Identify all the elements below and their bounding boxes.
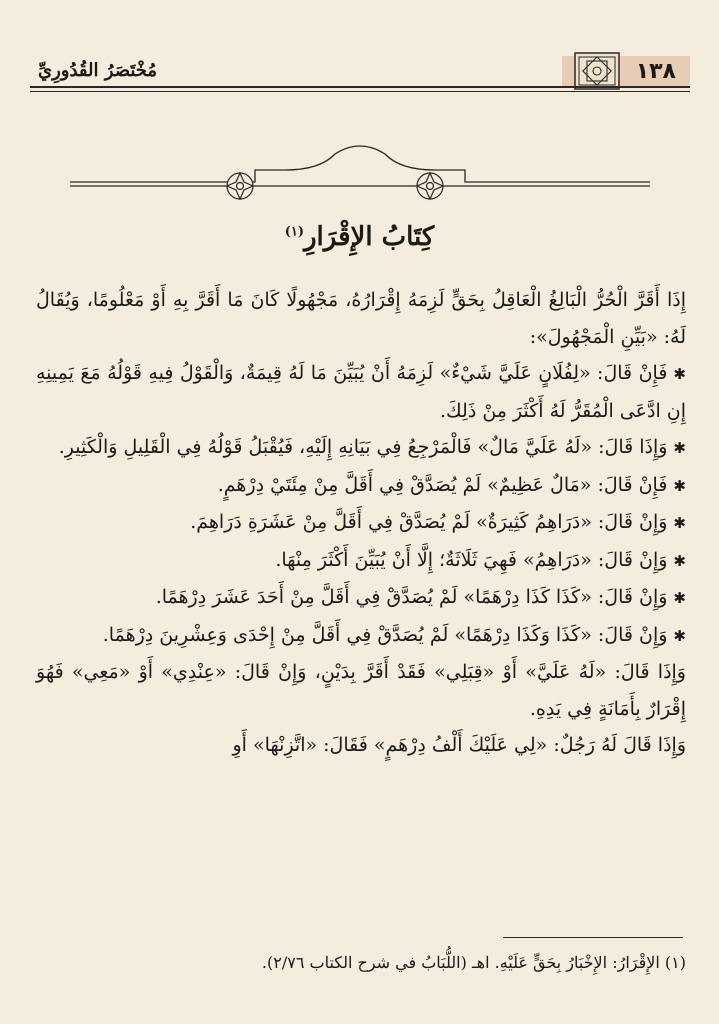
paragraph	[36, 617, 686, 655]
paragraph-text: إِذَا أَقَرَّ الْحُرُّ الْبَالِغُ الْعَاقِلُ بِحَقٍّ لَزِمَهُ إِقْرَارُهُ، مَجْهُولًا كَانَ مَا أَقَرَّ بِهِ أَوْ مَعْلُومًا، وَيُقَالُ لَهُ: «بَيِّنِ الْمَجْهُولَ»:	[36, 289, 686, 348]
paragraph	[36, 579, 686, 617]
paragraph	[36, 355, 686, 429]
paragraph	[36, 429, 686, 467]
asterisk-bullet-icon: ✱	[673, 365, 686, 383]
paragraph-text: وَإِنْ قَالَ: «دَرَاهِمُ كَثِيرَةٌ» لَمْ يُصَدَّقْ فِي أَقَلَّ مِنْ عَشَرَةِ دَرَاهِمَ.	[190, 511, 668, 533]
paragraph-text: وَإِنْ قَالَ: «دَرَاهِمُ» فَهِيَ ثَلَاثَةٌ؛ إِلَّا أَنْ يُبَيِّنَ أَكْثَرَ مِنْهَا.	[275, 548, 668, 571]
asterisk-bullet-icon: ✱	[673, 589, 686, 607]
asterisk-bullet-icon: ✱	[673, 551, 686, 570]
page-header	[30, 52, 690, 94]
paragraph-text: وَإِنْ قَالَ: «كَذَا وَكَذَا دِرْهَمًا» لَمْ يُصَدَّقْ فِي أَقَلَّ مِنْ إِحْدَى وَعِشْرِينَ دِرْهَمًا.	[102, 623, 668, 646]
paragraph	[36, 504, 686, 542]
footnote-reference: (١)	[284, 224, 304, 240]
paragraph	[36, 542, 686, 580]
asterisk-bullet-icon: ✱	[673, 626, 686, 645]
paragraph	[36, 467, 686, 505]
header-rule	[30, 86, 690, 88]
asterisk-bullet-icon: ✱	[673, 514, 686, 532]
book-title: مُخْتَصَرُ القُدُورِيِّ	[38, 60, 158, 81]
asterisk-bullet-icon: ✱	[673, 476, 686, 495]
paragraph	[36, 282, 686, 355]
footnote: (١) الإِقْرَارُ: الإِخْبَارُ بِحَقٍّ عَلَيْهِ. اهـ (اللُّبَابُ في شرح الكتاب ٢/٧٦).	[261, 953, 686, 972]
chapter-title-text: كِتَابُ الإِقْرَارِ	[304, 222, 435, 252]
paragraph-text: وَإِنْ قَالَ: «كَذَا كَذَا دِرْهَمًا» لَمْ يُصَدَّقْ فِي أَقَلَّ مِنْ أَحَدَ عَشَرَ دِرْهَمًا.	[155, 586, 668, 608]
body-text	[36, 282, 686, 764]
paragraph-text: فَإِنْ قَالَ: «لِفُلَانٍ عَلَيَّ شَيْءٌ» لَزِمَهُ أَنْ يُبَيِّنَ مَا لَهُ قِيمَةٌ، وَالْقَوْلُ فِيهِ قَوْلُهُ مَعَ يَمِينِهِ إِنِ ادَّعَى الْمُقَرُّ لَهُ أَكْثَرَ مِنْ ذَلِكَ.	[36, 362, 686, 422]
asterisk-bullet-icon: ✱	[673, 439, 686, 457]
paragraph-text: وَإِذَا قَالَ لَهُ رَجُلٌ: «لِي عَلَيْكَ أَلْفُ دِرْهَمٍ» فَقَالَ: «اتَّزِنْهَا» أَوِ	[232, 734, 686, 756]
paragraph-text: وَإِذَا قَالَ: «لَهُ عَلَيَّ مَالٌ» فَالْمَرْجِعُ فِي بَيَانِهِ إِلَيْهِ، فَيُقْبَلُ قَوْلُهُ فِي الْقَلِيلِ وَالْكَثِيرِ.	[58, 436, 668, 458]
paragraph-text: وَإِذَا قَالَ: «لَهُ عَلَيَّ» أَوْ «قِبَلِي» فَقَدْ أَقَرَّ بِدَيْنٍ، وَإِنْ قَالَ: «عِنْدِي» أَوْ «مَعِي» فَهُوَ إِقْرَارٌ بِأَمَانَةٍ فِي يَدِهِ.	[36, 661, 686, 720]
page-number: ١٣٨	[635, 58, 676, 84]
paragraph-text: فَإِنْ قَالَ: «مَالٌ عَظِيمٌ» لَمْ يُصَدَّقْ فِي أَقَلَّ مِنْ مِئَتَيْ دِرْهَمٍ.	[217, 473, 668, 496]
paragraph	[36, 654, 686, 727]
octagon-star-ornament-icon	[574, 52, 620, 90]
arch-ornament	[70, 140, 650, 210]
paragraph	[36, 727, 686, 764]
header-rule-thin	[30, 91, 690, 92]
chapter-title	[0, 222, 719, 252]
footnote-rule	[503, 937, 683, 938]
